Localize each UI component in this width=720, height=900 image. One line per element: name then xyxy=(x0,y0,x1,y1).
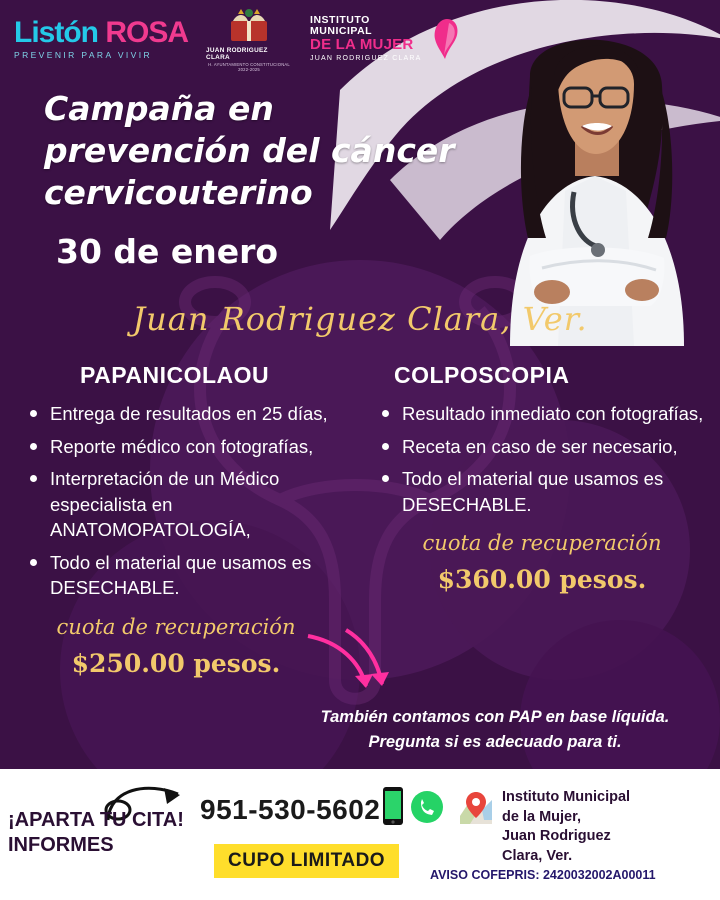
address-line-1: Instituto Municipal xyxy=(502,789,631,805)
woman-silhouette-icon xyxy=(427,17,461,61)
aviso-cofepris: AVISO COFEPRIS: 2420032002A00011 xyxy=(430,868,656,882)
price-value: $360.00 pesos. xyxy=(437,565,647,595)
list-item: Todo el material que usamos es DESECHABLE. xyxy=(28,550,344,601)
list-item: Resultado inmediato con fotografías, xyxy=(380,401,704,427)
list-item: Reporte médico con fotografías, xyxy=(28,434,344,460)
service-list xyxy=(28,401,344,601)
extra-note xyxy=(280,705,710,755)
page-title xyxy=(44,88,484,215)
instituto-line4: JUAN RODRIGUEZ CLARA xyxy=(310,55,422,63)
title-line-2: prevención del cáncer xyxy=(44,131,455,171)
instituto-line3: DE LA MUJER xyxy=(310,36,414,54)
logo-bar xyxy=(0,0,720,78)
cuota-label: cuota de recuperación xyxy=(56,614,296,639)
municipio-name: JUAN RODRIGUEZ CLARA xyxy=(206,46,268,61)
map-pin-icon xyxy=(458,790,494,830)
cuota-label: cuota de recuperación xyxy=(422,531,662,556)
cta-text xyxy=(8,808,188,858)
address-block xyxy=(502,788,717,866)
service-heading: COLPOSCOPIA xyxy=(394,362,570,388)
status-badge: CUPO LIMITADO xyxy=(214,844,399,878)
instituto-mujer-logo xyxy=(310,15,461,62)
cta-line-1: ¡APARTA TU CITA! xyxy=(8,809,184,831)
service-list xyxy=(380,401,704,517)
liston-rosa-logo xyxy=(14,18,188,60)
instituto-line1: INSTITUTO xyxy=(310,14,370,27)
instituto-line2: MUNICIPAL xyxy=(310,25,373,38)
pink-arrows-icon xyxy=(300,628,420,698)
title-line-3: cervicouterino xyxy=(44,173,313,213)
liston-rosa-part2: ROSA xyxy=(105,16,189,50)
municipio-emblem-icon xyxy=(229,7,269,45)
list-item: Entrega de resultados en 25 días, xyxy=(28,401,344,427)
whatsapp-icon[interactable] xyxy=(410,790,444,824)
price-value: $250.00 pesos. xyxy=(71,648,281,678)
footer-band xyxy=(0,772,720,900)
event-place: Juan Rodriguez Clara, Ver. xyxy=(132,300,588,338)
address-line-4: Clara, Ver. xyxy=(502,847,573,864)
list-item: Todo el material que usamos es DESECHABLE. xyxy=(380,466,704,517)
service-heading: PAPANICOLAOU xyxy=(80,362,270,388)
title-line-1: Campaña en xyxy=(44,89,274,128)
mobile-phone-icon xyxy=(382,786,404,826)
municipio-sub: H. AYUNTAMIENTO CONSTITUCIONAL 2022-2025 xyxy=(208,61,290,72)
liston-rosa-part1: Listón xyxy=(14,16,98,50)
note-line-2: Pregunta si es adecuado para ti. xyxy=(368,732,622,751)
address-line-2: de la Mujer, xyxy=(502,808,581,825)
list-item: Receta en caso de ser necesario, xyxy=(380,434,704,460)
municipio-logo xyxy=(206,7,292,72)
address-line-3: Juan Rodriguez xyxy=(502,828,611,845)
liston-rosa-tagline: PREVENIR PARA VIVIR xyxy=(14,50,153,61)
phone-number[interactable]: 951-530-5602 xyxy=(200,794,381,825)
cta-line-2: INFORMES xyxy=(8,834,114,856)
event-date: 30 de enero xyxy=(56,232,279,271)
note-line-1: También contamos con PAP en base líquida. xyxy=(320,708,670,726)
list-item: Interpretación de un Médico especialista en ANATOMOPATOLOGÍA, xyxy=(28,466,344,543)
